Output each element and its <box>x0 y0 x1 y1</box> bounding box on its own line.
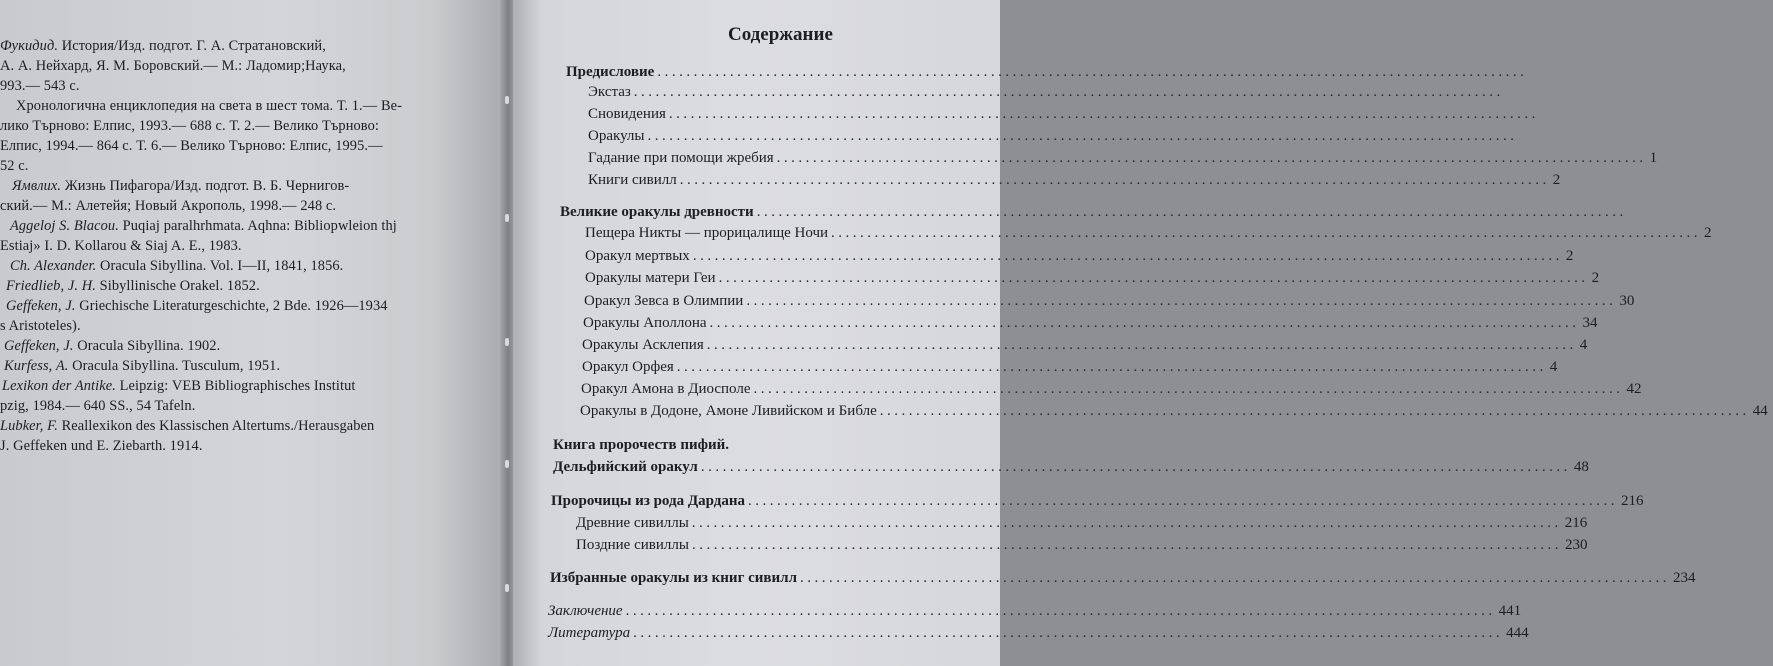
bibliography-text: А. А. Нейхард, Я. М. Боровский.— М.: Ладомир;Наука, <box>0 58 346 74</box>
bibliography-line <box>12 176 349 196</box>
toc-page-number: 4 <box>1579 337 1588 353</box>
toc-entry <box>585 267 1600 289</box>
bibliography-text: лико Търново: Елпис, 1993.— 688 с. Т. 2.— Велико Търново: <box>0 118 379 134</box>
bibliography-text: 52 с. <box>0 158 29 174</box>
bibliography-text: Жизнь Пифагора/Изд. подгот. В. Б. Чернигов- <box>61 178 350 194</box>
toc-leader-dots: ........................................................................................................................ <box>746 293 1617 309</box>
toc-entry-title: Оракулы <box>588 128 645 144</box>
toc-leader-dots: ........................................................................................................................ <box>633 84 1504 100</box>
bibliography-line <box>0 36 326 56</box>
toc-entry <box>588 169 1561 191</box>
toc-leader-dots: ........................................................................................................................ <box>879 403 1750 419</box>
toc-page-number: 42 <box>1626 381 1642 397</box>
toc-entry-title: Дельфийский оракул <box>553 459 698 475</box>
toc-page-number: 2 <box>1591 270 1600 286</box>
toc-entry <box>583 312 1598 334</box>
toc-entry <box>550 567 1696 589</box>
bibliography-line <box>2 376 356 396</box>
toc-entry-title: Оракулы Асклепия <box>582 337 704 353</box>
toc-leader-dots: ........................................................................................................................ <box>831 225 1702 241</box>
bibliography-line <box>0 136 383 156</box>
toc-page-number: 444 <box>1506 625 1529 641</box>
toc-entry <box>581 378 1642 400</box>
toc-leader-dots: ........................................................................................................................ <box>706 337 1577 353</box>
toc-entry-title: Оракул Зевса в Олимпии <box>584 293 744 309</box>
toc-entry <box>548 600 1522 622</box>
bibliography-text: 993.— 543 с. <box>0 78 80 94</box>
bibliography-text: ский.— М.: Алетейя; Новый Акрополь, 1998.— 248 с. <box>0 198 337 214</box>
toc-entry-title: Оракулы матери Геи <box>585 270 716 286</box>
toc-entry-title: Предисловие <box>566 64 655 80</box>
bibliography-line <box>0 236 242 256</box>
toc-entry-title: Экстаз <box>588 84 631 100</box>
bibliography-line <box>6 296 388 316</box>
toc-leader-dots: ........................................................................................................................ <box>700 459 1571 475</box>
toc-leader-dots: ........................................................................................................................ <box>676 359 1547 375</box>
bibliography-author: Geffeken, J. <box>4 338 74 354</box>
bibliography-line <box>0 56 346 76</box>
toc-entry <box>548 622 1529 644</box>
toc-page-number: 441 <box>1498 603 1522 619</box>
bibliography-author: Friedlieb, J. H. <box>6 278 96 294</box>
bibliography-line <box>4 356 280 376</box>
toc-entry <box>553 434 1000 456</box>
toc-entry-title: Древние сивиллы <box>576 515 689 531</box>
bibliography-author: Ch. Alexander. <box>10 258 97 274</box>
bibliography-author: Фукидид. <box>0 38 59 54</box>
stitch <box>505 460 509 468</box>
toc-entry <box>588 125 1518 147</box>
toc-entry-title: Оракул Амона в Диосполе <box>581 381 751 397</box>
toc-entry <box>582 334 1588 356</box>
toc-entry <box>553 456 1589 478</box>
bibliography-author: Ямвлих. <box>12 178 62 194</box>
toc-page-number: 2 <box>1552 172 1561 188</box>
toc-leader-dots: ........................................................................................................................ <box>776 150 1647 166</box>
stitch <box>505 96 509 104</box>
bibliography-line <box>10 256 343 276</box>
bibliography-line <box>0 316 81 336</box>
bibliography-line <box>0 396 195 416</box>
toc-leader-dots: ........................................................................................................................ <box>709 315 1580 331</box>
toc-leader-dots: ........................................................................................................................ <box>657 64 1528 80</box>
toc-page-number: 44 <box>1752 403 1768 419</box>
bibliography-author: Kurfess, A. <box>4 358 69 374</box>
bibliography-text: Sibyllinische Orakel. 1852. <box>95 278 260 294</box>
toc-entry <box>560 201 1627 223</box>
toc-page-number: 216 <box>1621 493 1644 509</box>
toc-title: Содержание <box>728 24 833 45</box>
toc-leader-dots: ........................................................................................................................ <box>691 515 1562 531</box>
toc-entry <box>576 534 1588 556</box>
left-page <box>0 0 506 666</box>
toc-entry-title: Оракул Орфея <box>582 359 674 375</box>
stitch <box>505 338 509 346</box>
stitch <box>505 584 509 592</box>
toc-entry <box>585 222 1712 244</box>
bibliography-line <box>0 156 28 176</box>
toc-entry-title: Пророчицы из рода Дардана <box>551 493 746 509</box>
stitch <box>505 214 509 222</box>
toc-entry <box>585 245 1574 267</box>
toc-leader-dots: ........................................................................................................................ <box>691 537 1562 553</box>
toc-entry <box>588 103 1539 125</box>
bibliography-author: Aggeloj S. Blacou. <box>10 218 119 234</box>
toc-leader-dots: ........................................................................................................................ <box>679 172 1550 188</box>
toc-leader-dots: ........................................................................................................................ <box>692 248 1563 264</box>
bibliography-text: Reallexikon des Klassischen Altertums./Herausgaben <box>57 418 375 434</box>
toc-leader-dots: ........................................................................................................................ <box>800 570 1671 586</box>
bibliography-line <box>10 216 397 236</box>
toc-entry-title: Оракулы Аполлона <box>583 315 707 331</box>
toc-entry-title: Избранные оракулы из книг сивилл <box>550 570 798 586</box>
toc-leader-dots: ........................................................................................................................ <box>718 270 1589 286</box>
toc-page-number: 30 <box>1619 293 1635 309</box>
bibliography-text: J. Geffeken und E. Ziebarth. 1914. <box>0 438 203 454</box>
toc-entry-title: Книги сивилл <box>588 172 677 188</box>
toc-page-number: 216 <box>1564 515 1588 531</box>
toc-entry <box>584 290 1635 312</box>
bibliography-author: Lubker, F. <box>0 418 58 434</box>
toc-leader-dots: ........................................................................................................................ <box>668 106 1539 122</box>
bibliography-line <box>4 336 220 356</box>
bibliography-text: Oracula Sibyllina. Tusculum, 1951. <box>68 358 281 374</box>
toc-page-number: 2 <box>1704 225 1712 241</box>
bibliography-line <box>0 116 379 136</box>
bibliography-line <box>0 196 336 216</box>
toc-page-number: 4 <box>1549 359 1558 375</box>
toc-leader-dots: ........................................................................................................................ <box>647 128 1518 144</box>
bibliography-text: Oracula Sibyllina. Vol. I—II, 1841, 1856. <box>96 258 344 274</box>
bibliography-text: Estiaj» I. D. Kollarou & Siaj A. E., 1983. <box>0 238 242 254</box>
toc-entry-title: Оракулы в Додоне, Амоне Ливийском и Библе <box>580 403 877 419</box>
toc-leader-dots: ........................................................................................................................ <box>633 625 1504 641</box>
bibliography-line <box>0 416 374 436</box>
bibliography-text: Leipzig: VEB Bibliographisches Institut <box>115 378 356 394</box>
toc-entry-title: Заключение <box>548 603 623 619</box>
toc-entry <box>566 61 1528 83</box>
toc-leader-dots: ........................................................................................................................ <box>756 204 1627 220</box>
toc-page-number: 234 <box>1673 570 1696 586</box>
toc-leader-dots: ........................................................................................................................ <box>753 381 1624 397</box>
toc-entry <box>582 356 1558 378</box>
bibliography-line <box>0 436 203 456</box>
bibliography-line <box>6 276 260 296</box>
toc-page-number: 230 <box>1564 537 1588 553</box>
bibliography-text: Хронологична енциклопедия на света в шест тома. Т. 1.— Ве- <box>16 98 403 114</box>
toc-entry-title: Книга пророчеств пифий. <box>553 437 730 453</box>
toc-page-number: 48 <box>1573 459 1589 475</box>
toc-entry-title: Гадание при помощи жребия <box>588 150 774 166</box>
toc-entry <box>580 400 1768 422</box>
bibliography-text: Oracula Sibyllina. 1902. <box>73 338 221 354</box>
bibliography-text: s Aristoteles). <box>0 318 81 334</box>
toc-entry-title: Сновидения <box>588 106 666 122</box>
toc-entry <box>551 490 1644 512</box>
bibliography-text: История/Изд. подгот. Г. А. Стратановский, <box>58 38 326 54</box>
bibliography-author: Geffeken, J. <box>6 298 76 314</box>
bibliography-line <box>0 76 80 96</box>
toc-page-number: 1 <box>1649 150 1658 166</box>
bibliography-text: Puqiaj paralhrhmata. Aqhna: Bibliopwleion thj <box>118 218 397 234</box>
toc-entry <box>588 81 1504 103</box>
bibliography-text: Елпис, 1994.— 864 с. Т. 6.— Велико Търново: Елпис, 1995.— <box>0 138 383 154</box>
toc-entry-title: Поздние сивиллы <box>576 537 689 553</box>
bibliography-text: pzig, 1984.— 640 SS., 54 Tafeln. <box>0 398 196 414</box>
toc-entry <box>588 147 1658 169</box>
toc-entry-title: Пещера Никты — прорицалище Ночи <box>585 225 829 241</box>
toc-entry-title: Великие оракулы древности <box>560 204 754 220</box>
toc-page-number: 34 <box>1582 315 1598 331</box>
toc-entry <box>576 512 1588 534</box>
toc-entry-title: Оракул мертвых <box>585 248 690 264</box>
bibliography-author: Lexikon der Antike. <box>2 378 116 394</box>
bibliography-text: Griechische Literaturgeschichte, 2 Bde. 1926—1934 <box>75 298 388 314</box>
toc-leader-dots: ........................................................................................................................ <box>625 603 1496 619</box>
bibliography-line <box>16 96 402 116</box>
toc-leader-dots: ........................................................................................................................ <box>748 493 1619 509</box>
toc-page-number: 2 <box>1565 248 1574 264</box>
toc-entry-title: Литература <box>548 625 631 641</box>
